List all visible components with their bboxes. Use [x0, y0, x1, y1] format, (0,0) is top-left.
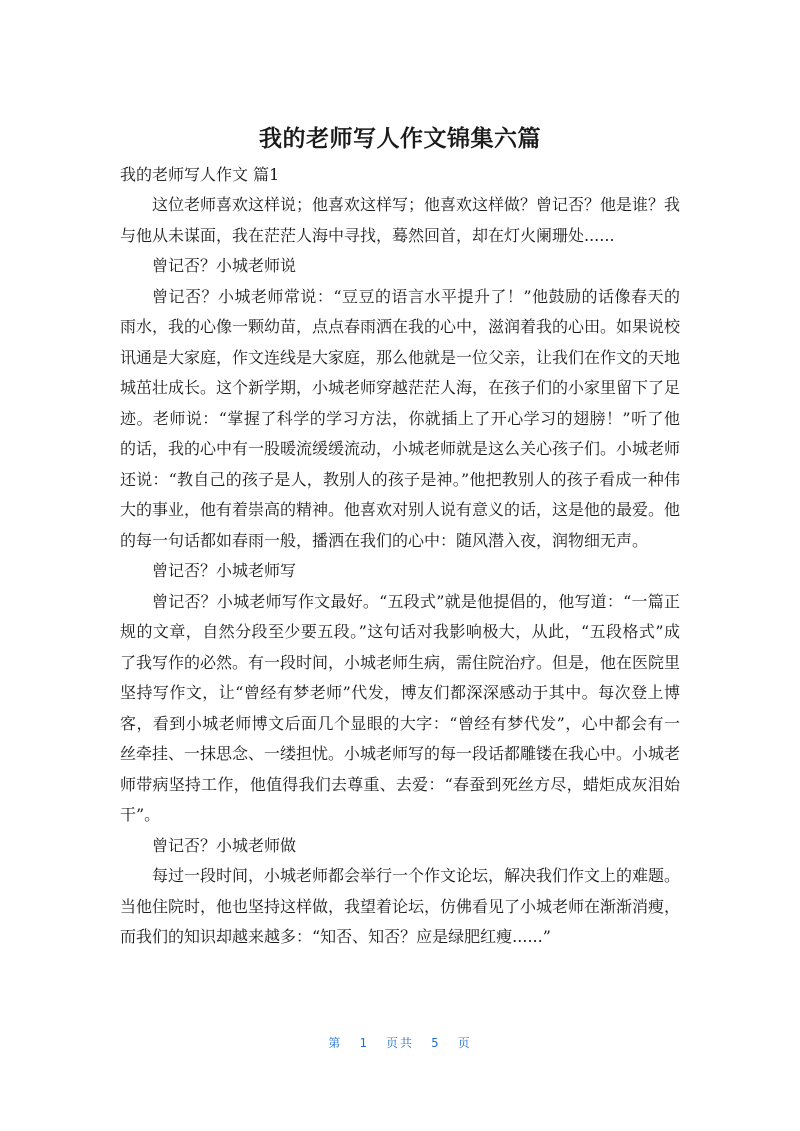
page-footer [0, 1034, 800, 1051]
paragraph-does: 每过一段时间，小城老师都会举行一个作文论坛，解决我们作文上的难题。当他住院时，他也坚持这样做，我望着论坛，仿佛看见了小城老师在渐渐消瘦，而我们的知识却越来越多：“知否、知否？应是绿肥红瘦......” [120, 866, 681, 946]
paragraph-writes: 曾记否？小城老师写作文最好。“五段式”就是他提倡的，他写道：“一篇正规的文章，自然分段至少要五段。”这句话对我影响极大，从此，“五段格式”成了我写作的必然。有一段时间，小城老师生病，需住院治疗。但是，他在医院里坚持写作文，让“曾经有梦老师”代发，博友们都深深感动于其中。每次登上博客，看到小城老师博文后面几个显眼的大字：“曾经有梦代发”，心中都会有一丝牵挂、一抹思念、一缕担忧。小城老师写的每一段话都雕镂在我心中。小城老师带病坚持工作，他值得我们去尊重、去爱：“春蚕到死丝方尽，蜡炬成灰泪始干”。 [120, 591, 681, 824]
subheading-does: 曾记否？小城老师做 [152, 835, 297, 855]
footer-total-pages: 5 [431, 1036, 441, 1050]
document-body [120, 190, 680, 953]
paragraph-says: 曾记否？小城老师常说：“豆豆的语言水平提升了！”他鼓励的话像春天的雨水，我的心像一颗幼苗，点点春雨洒在我的心中，滋润着我的心田。如果说校讯通是大家庭，作文连线是大家庭，那么他就是一位父亲，让我们在作文的天地城茁壮成长。这个新学期，小城老师穿越茫茫人海，在孩子们的小家里留下了足迹。老师说：“掌握了科学的学习方法，你就插上了开心学习的翅膀！”听了他的话，我的心中有一股暖流缓缓流动，小城老师就是这么关心孩子们。小城老师还说：“教自己的孩子是人，教别人的孩子是神。”他把教别人的孩子看成一种伟大的事业，他有着崇高的精神。他喜欢对别人说有意义的话，这是他的最爱。他的每一句话都如春雨一般，播洒在我们的心中：随风潜入夜，润物细无声。 [120, 286, 681, 550]
footer-middle: 页共 [385, 1036, 414, 1050]
document-title: 我的老师写人作文锦集六篇 [259, 126, 541, 152]
section-heading: 我的老师写人作文 篇1 [120, 165, 280, 184]
footer-prefix: 第 [328, 1036, 343, 1050]
footer-suffix: 页 [457, 1036, 472, 1050]
paragraph-intro: 这位老师喜欢这样说；他喜欢这样写；他喜欢这样做？曾记否？他是谁？我与他从未谋面，我在茫茫人海中寻找，蓦然回首，却在灯火阑珊处...... [120, 195, 681, 245]
footer-current-page: 1 [359, 1036, 369, 1050]
subheading-says: 曾记否？小城老师说 [152, 256, 297, 275]
subheading-writes: 曾记否？小城老师写 [152, 561, 297, 580]
